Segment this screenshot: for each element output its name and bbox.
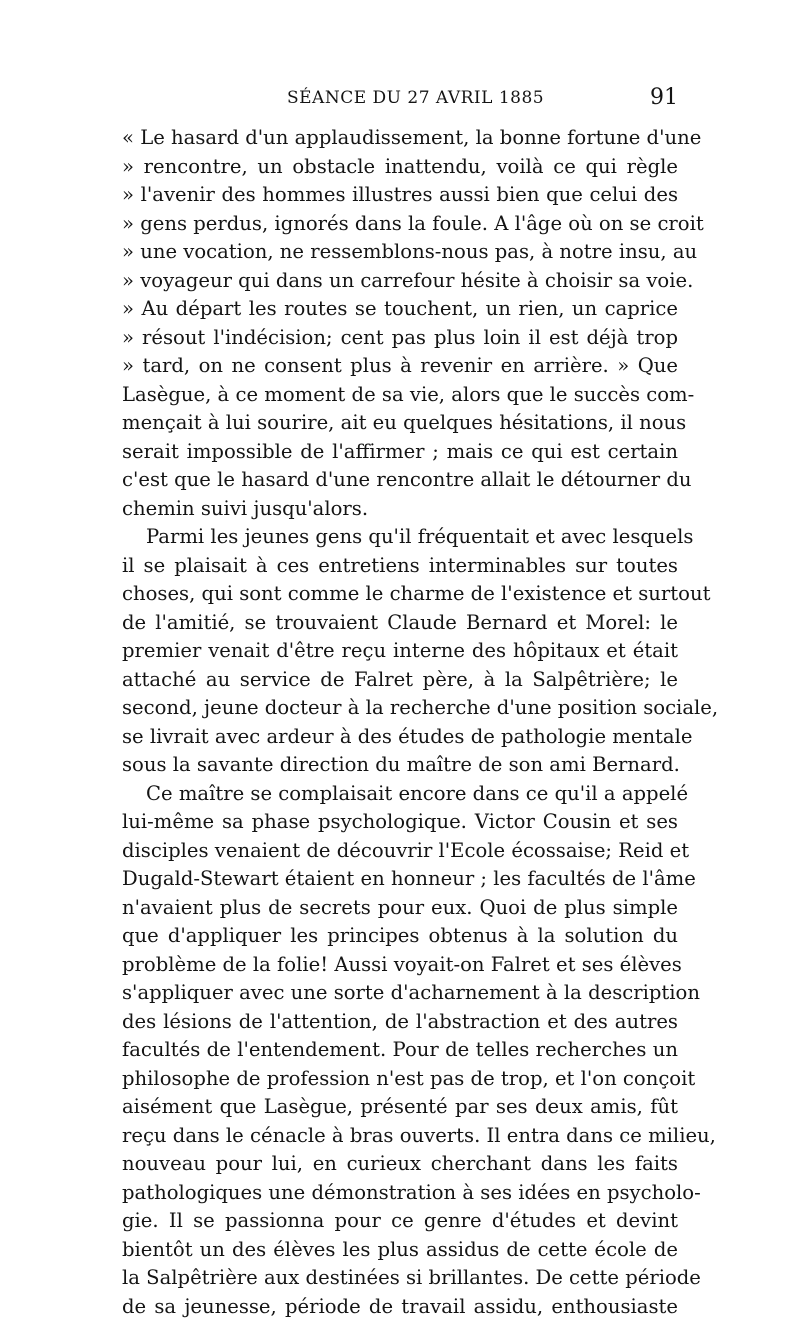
text-line: il se plaisait à ces entretiens interminables sur toutes <box>122 552 678 581</box>
running-title: SÉANCE DU 27 AVRIL 1885 <box>287 88 544 108</box>
paragraph-first-line: Ce maître se complaisait encore dans ce qu'il a appelé <box>122 780 678 809</box>
text-line: chemin suivi jusqu'alors. <box>122 495 678 524</box>
page-number: 91 <box>650 85 678 110</box>
text-line: pathologiques une démonstration à ses idées en psycholo- <box>122 1179 678 1208</box>
text-line: attaché au service de Falret père, à la Salpêtrière; le <box>122 666 678 695</box>
text-line: facultés de l'entendement. Pour de telles recherches un <box>122 1036 678 1065</box>
text-line: c'est que le hasard d'une rencontre allait le détourner du <box>122 466 678 495</box>
text-line: second, jeune docteur à la recherche d'une position sociale, <box>122 694 678 723</box>
text-line: » Au départ les routes se touchent, un rien, un caprice <box>122 295 678 324</box>
text-line: Lasègue, à ce moment de sa vie, alors que le succès com- <box>122 381 678 410</box>
text-line: aisément que Lasègue, présenté par ses deux amis, fût <box>122 1093 678 1122</box>
body-text <box>122 124 678 1321</box>
text-line: se livrait avec ardeur à des études de pathologie mentale <box>122 723 678 752</box>
text-line: premier venait d'être reçu interne des hôpitaux et était <box>122 637 678 666</box>
text-line: » une vocation, ne ressemblons-nous pas, à notre insu, au <box>122 238 678 267</box>
text-line: bientôt un des élèves les plus assidus de cette école de <box>122 1236 678 1265</box>
paragraph-first-line: Parmi les jeunes gens qu'il fréquentait et avec lesquels <box>122 523 678 552</box>
text-line: choses, qui sont comme le charme de l'existence et surtout <box>122 580 678 609</box>
text-line: serait impossible de l'affirmer ; mais ce qui est certain <box>122 438 678 467</box>
text-line: problème de la folie! Aussi voyait-on Falret et ses élèves <box>122 951 678 980</box>
text-line: de l'amitié, se trouvaient Claude Bernard et Morel: le <box>122 609 678 638</box>
text-line: » rencontre, un obstacle inattendu, voilà ce qui règle <box>122 153 678 182</box>
text-line: » tard, on ne consent plus à revenir en arrière. » Que <box>122 352 678 381</box>
text-line: des lésions de l'attention, de l'abstraction et des autres <box>122 1008 678 1037</box>
text-line: Dugald-Stewart étaient en honneur ; les facultés de l'âme <box>122 865 678 894</box>
text-line: la Salpêtrière aux destinées si brillantes. De cette période <box>122 1264 678 1293</box>
text-line: » gens perdus, ignorés dans la foule. A l'âge où on se croit <box>122 210 678 239</box>
text-line: lui-même sa phase psychologique. Victor Cousin et ses <box>122 808 678 837</box>
text-line: n'avaient plus de secrets pour eux. Quoi de plus simple <box>122 894 678 923</box>
text-line: de sa jeunesse, période de travail assidu, enthousiaste <box>122 1293 678 1321</box>
running-header <box>122 88 678 116</box>
text-line: mençait à lui sourire, ait eu quelques hésitations, il nous <box>122 409 678 438</box>
text-line: « Le hasard d'un applaudissement, la bonne fortune d'une <box>122 124 678 153</box>
text-line: » voyageur qui dans un carrefour hésite à choisir sa voie. <box>122 267 678 296</box>
text-line: disciples venaient de découvrir l'Ecole écossaise; Reid et <box>122 837 678 866</box>
text-line: gie. Il se passionna pour ce genre d'études et devint <box>122 1207 678 1236</box>
text-line: que d'appliquer les principes obtenus à la solution du <box>122 922 678 951</box>
text-line: » l'avenir des hommes illustres aussi bien que celui des <box>122 181 678 210</box>
text-line: nouveau pour lui, en curieux cherchant dans les faits <box>122 1150 678 1179</box>
text-line: s'appliquer avec une sorte d'acharnement à la description <box>122 979 678 1008</box>
text-line: » résout l'indécision; cent pas plus loin il est déjà trop <box>122 324 678 353</box>
text-line: reçu dans le cénacle à bras ouverts. Il entra dans ce milieu, <box>122 1122 678 1151</box>
text-line: philosophe de profession n'est pas de trop, et l'on conçoit <box>122 1065 678 1094</box>
text-line: sous la savante direction du maître de son ami Bernard. <box>122 751 678 780</box>
